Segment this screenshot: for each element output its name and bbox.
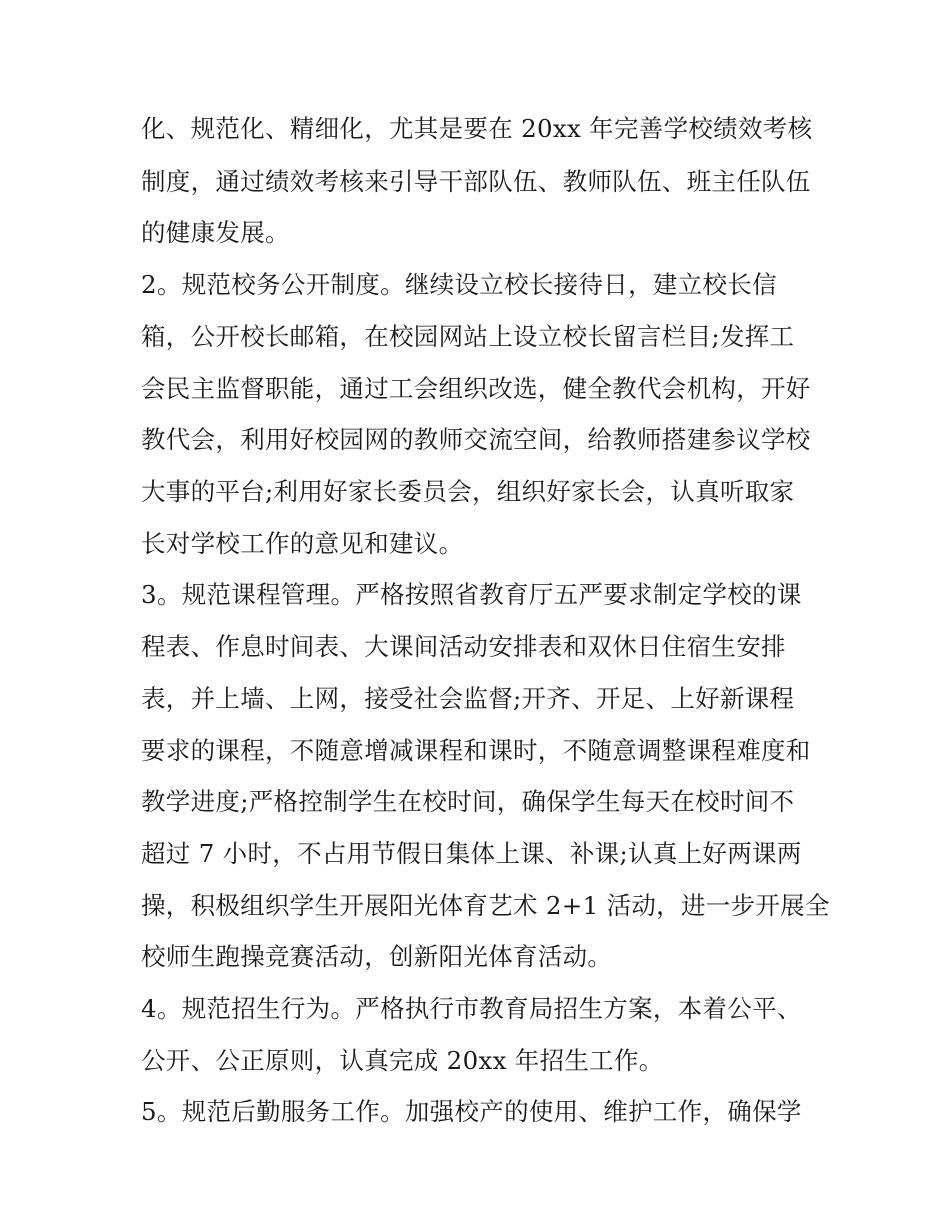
text-line: 化、规范化、精细化，尤其是要在 20xx 年完善学校绩效考核 [141, 114, 813, 143]
paragraph-5-start: 5。规范后勤服务工作。加强校产的使用、维护工作，确保学 [141, 1097, 802, 1126]
paragraph-3-start: 3。规范课程管理。严格按照省教育厅五严要求制定学校的课 [141, 580, 802, 609]
text-line: 制度，通过绩效考核来引导干部队伍、教师队伍、班主任队伍 [141, 167, 811, 196]
text-line: 的健康发展。 [141, 218, 290, 247]
text-line: 要求的课程，不随意增减课程和课时，不随意调整课程难度和 [141, 736, 811, 765]
text-line: 教学进度;严格控制学生在校时间，确保学生每天在校时间不 [141, 787, 795, 816]
text-line: 箱，公开校长邮箱，在校园网站上设立校长留言栏目;发挥工 [141, 322, 795, 351]
text-line: 公开、公正原则，认真完成 20xx 年招生工作。 [141, 1046, 664, 1075]
paragraph-4-start: 4。规范招生行为。严格执行市教育局招生方案，本着公平、 [141, 994, 802, 1023]
text-line: 操，积极组织学生开展阳光体育艺术 2+1 活动，进一步开展全 [141, 891, 830, 920]
text-line: 表，并上墙、上网，接受社会监督;开齐、开足、上好新课程 [141, 684, 795, 713]
text-line: 长对学校工作的意见和建议。 [141, 529, 464, 558]
text-line: 会民主监督职能，通过工会组织改选，健全教代会机构，开好 [141, 374, 811, 403]
text-line: 教代会，利用好校园网的教师交流空间，给教师搭建参议学校 [141, 425, 811, 454]
text-line: 校师生跑操竞赛活动，创新阳光体育活动。 [141, 942, 613, 971]
text-line: 超过 7 小时，不占用节假日集体上课、补课;认真上好两课两 [141, 839, 802, 868]
text-line: 大事的平台;利用好家长委员会，组织好家长会，认真听取家 [141, 477, 795, 506]
paragraph-2-start: 2。规范校务公开制度。继续设立校长接待日，建立校长信 [141, 270, 777, 299]
text-line: 程表、作息时间表、大课间活动安排表和双休日住宿生安排 [141, 632, 786, 661]
